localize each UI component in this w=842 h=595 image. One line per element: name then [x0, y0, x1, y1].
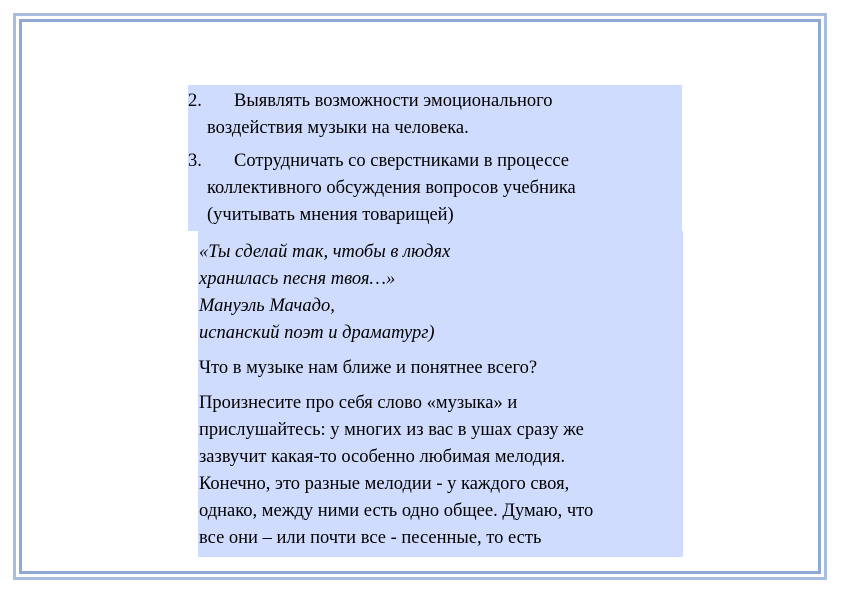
quote-author-desc: испанский поэт и драматург): [199, 323, 435, 343]
paragraph-line: прислушайтесь: у многих из вас в ушах сразу же: [199, 420, 584, 440]
list-item: [188, 148, 682, 229]
paragraph-line: Произнесите про себя слово «музыка» и: [199, 393, 518, 413]
numbered-list: [188, 85, 682, 231]
list-item-text: [207, 148, 576, 229]
list-item-line: воздействия музыки на человека.: [207, 118, 469, 138]
list-item-text: [207, 88, 553, 142]
list-item: [188, 88, 682, 142]
list-item-line: (учитывать мнения товарищей): [207, 205, 454, 225]
quote-author: Мануэль Мачадо,: [199, 296, 335, 316]
list-item-line: Сотрудничать со сверстниками в процессе: [234, 151, 569, 171]
list-item-number: 2.: [188, 91, 202, 111]
quote-line: «Ты сделай так, чтобы в людях: [199, 242, 451, 262]
list-item-number: 3.: [188, 151, 202, 171]
slide-content: [188, 85, 682, 557]
paragraph-line: однако, между ними есть одно общее. Думаю, что: [199, 501, 594, 521]
paragraph-line: Конечно, это разные мелодии - у каждого своя,: [199, 474, 570, 494]
epigraph-quote: [199, 239, 683, 347]
paragraph-line: все они – или почти все - песенные, то есть: [199, 528, 542, 548]
paragraph: [199, 390, 683, 552]
list-item-line: Выявлять возможности эмоционального: [234, 91, 553, 111]
list-item-line: коллективного обсуждения вопросов учебника: [207, 178, 576, 198]
quote-line: хранилась песня твоя…»: [199, 269, 396, 289]
text-block: [198, 231, 683, 557]
question-text: Что в музыке нам ближе и понятнее всего?: [199, 358, 538, 378]
paragraph-line: зазвучит какая-то особенно любимая мелодия.: [199, 447, 566, 467]
